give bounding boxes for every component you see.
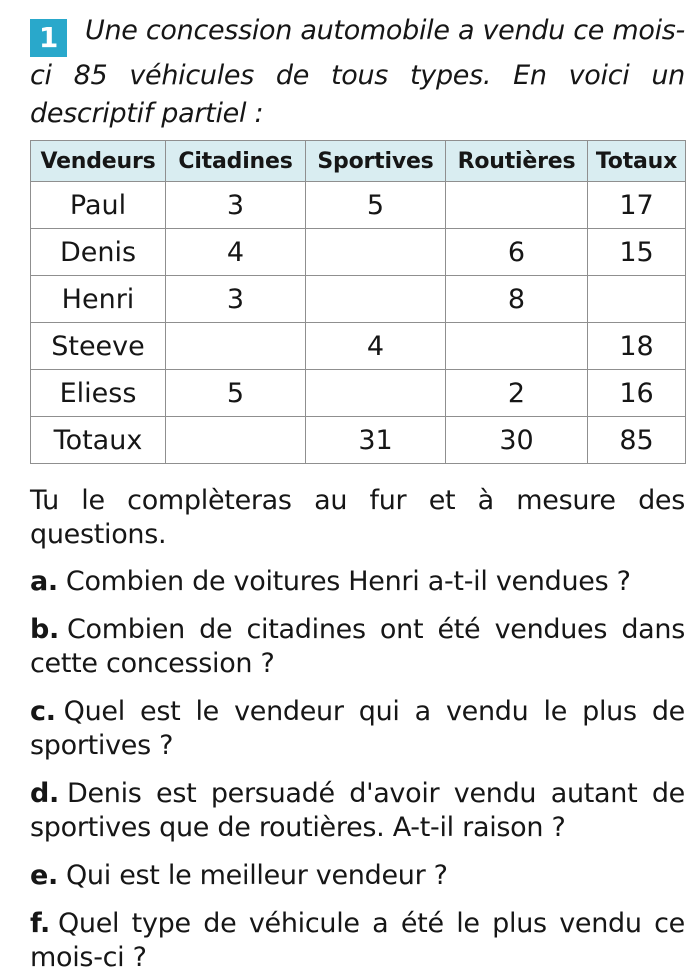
row-label: Totaux xyxy=(31,417,166,464)
col-header-citadines: Citadines xyxy=(166,141,306,182)
question-c-label: c. xyxy=(30,696,56,727)
table-cell xyxy=(588,276,686,323)
question-a-text: Combien de voitures Henri a-t-il vendues ? xyxy=(65,566,631,597)
table-row xyxy=(31,323,686,370)
row-label: Eliess xyxy=(31,370,166,417)
question-b xyxy=(30,613,685,681)
table-cell: 15 xyxy=(588,229,686,276)
table-row xyxy=(31,370,686,417)
question-d-label: d. xyxy=(30,778,59,809)
question-e-text: Qui est le meilleur vendeur ? xyxy=(65,860,448,891)
table-cell: 2 xyxy=(446,370,588,417)
table-cell xyxy=(306,229,446,276)
table-row xyxy=(31,229,686,276)
table-cell xyxy=(306,370,446,417)
table-cell: 3 xyxy=(166,182,306,229)
note-text: Tu le complèteras au fur et à mesure des questions. xyxy=(30,485,685,550)
row-label: Henri xyxy=(31,276,166,323)
question-c-text: Quel est le vendeur qui a vendu le plus de sportives ? xyxy=(30,696,685,761)
col-header-sportives: Sportives xyxy=(306,141,446,182)
table-cell: 6 xyxy=(446,229,588,276)
table-cell: 4 xyxy=(306,323,446,370)
table-row-totals xyxy=(31,417,686,464)
question-f-label: f. xyxy=(30,908,50,939)
table-cell: 3 xyxy=(166,276,306,323)
question-e-label: e. xyxy=(30,860,58,891)
table-cell xyxy=(166,323,306,370)
table-row xyxy=(31,182,686,229)
question-d-text: Denis est persuadé d'avoir vendu autant de sportives que de routières. A-t-il raison ? xyxy=(30,778,685,843)
question-f xyxy=(30,907,685,975)
question-b-text: Combien de citadines ont été vendues dans cette concession ? xyxy=(30,614,685,679)
table-header-row xyxy=(31,141,686,182)
table-cell: 16 xyxy=(588,370,686,417)
row-label: Paul xyxy=(31,182,166,229)
table-row xyxy=(31,276,686,323)
table-cell: 5 xyxy=(306,182,446,229)
exercise-number-badge: 1 xyxy=(30,19,67,57)
row-label: Denis xyxy=(31,229,166,276)
question-d xyxy=(30,777,685,845)
col-header-vendeurs: Vendeurs xyxy=(31,141,166,182)
question-e xyxy=(30,859,685,893)
question-a-label: a. xyxy=(30,566,58,597)
table-cell: 30 xyxy=(446,417,588,464)
question-b-label: b. xyxy=(30,614,59,645)
table-cell xyxy=(306,276,446,323)
question-c xyxy=(30,695,685,763)
table-cell: 31 xyxy=(306,417,446,464)
col-header-totaux: Totaux xyxy=(588,141,686,182)
question-a xyxy=(30,565,685,599)
table-cell: 5 xyxy=(166,370,306,417)
col-header-routieres: Routières xyxy=(446,141,588,182)
table-cell xyxy=(446,323,588,370)
table-cell: 17 xyxy=(588,182,686,229)
table-cell xyxy=(166,417,306,464)
table-cell: 85 xyxy=(588,417,686,464)
exercise-intro xyxy=(30,12,685,133)
table-cell: 4 xyxy=(166,229,306,276)
table-cell xyxy=(446,182,588,229)
question-f-text: Quel type de véhicule a été le plus vendu ce mois-ci ? xyxy=(30,908,685,973)
table-cell: 18 xyxy=(588,323,686,370)
sales-table xyxy=(30,140,686,464)
table-cell: 8 xyxy=(446,276,588,323)
exercise-intro-text: Une concession automobile a vendu ce mois-ci 85 véhicules de tous types. En voici un descriptif partiel : xyxy=(30,15,686,129)
row-label: Steeve xyxy=(31,323,166,370)
